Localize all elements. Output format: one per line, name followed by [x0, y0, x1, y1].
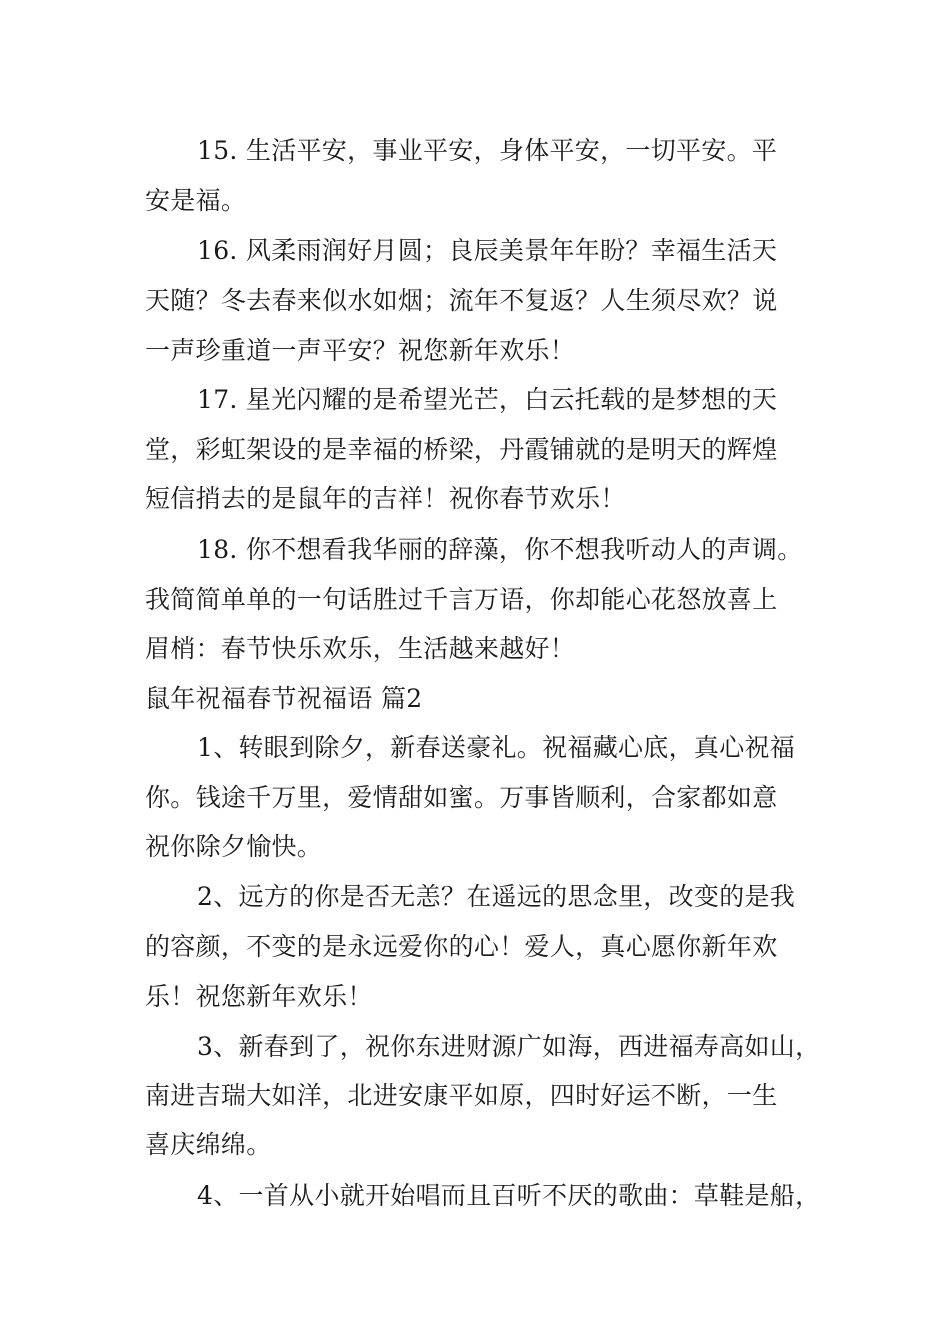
- paragraph-18-line-3: 眉梢：春节快乐欢乐，生活越来越好！: [145, 634, 576, 663]
- paragraph-16-line-2: 天随？冬去春来似水如烟；流年不复返？人生须尽欢？说: [145, 286, 778, 315]
- paragraph-18-line-1: 18. 你不想看我华丽的辞藻，你不想我听动人的声调。: [197, 535, 803, 564]
- paragraph-16-line-1: 16. 风柔雨润好月圆；良辰美景年年盼？幸福生活天: [197, 236, 778, 265]
- paragraph-17-line-1: 17. 星光闪耀的是希望光芒，白云托载的是梦想的天: [197, 385, 778, 414]
- paragraph-15-line-1: 15. 生活平安，事业平安，身体平安，一切平安。平: [197, 136, 778, 165]
- item-2-line-1: 2、远方的你是否无恙？在遥远的思念里，改变的是我: [197, 882, 796, 911]
- paragraph-17-line-3: 短信捎去的是鼠年的吉祥！祝你春节欢乐！: [145, 484, 626, 513]
- item-2-line-3: 乐！祝您新年欢乐！: [145, 982, 373, 1011]
- item-4-line-1: 4、一首从小就开始唱而且百听不厌的歌曲：草鞋是船，: [197, 1181, 821, 1210]
- item-2-line-2: 的容颜，不变的是永远爱你的心！爱人，真心愿你新年欢: [145, 932, 778, 961]
- paragraph-15-line-2: 安是福。: [145, 186, 247, 215]
- section-heading: 鼠年祝福春节祝福语 篇2: [145, 684, 423, 713]
- paragraph-16-line-3: 一声珍重道一声平安？祝您新年欢乐！: [145, 336, 576, 365]
- item-1-line-1: 1、转眼到除夕，新春送豪礼。祝福藏心底，真心祝福: [197, 733, 796, 762]
- item-3-line-1: 3、新春到了，祝你东进财源广如海，西进福寿高如山，: [197, 1032, 821, 1061]
- paragraph-18-line-2: 我简简单单的一句话胜过千言万语，你却能心花怒放喜上: [145, 585, 778, 614]
- item-1-line-3: 祝你除夕愉快。: [145, 832, 323, 861]
- item-1-line-2: 你。钱途千万里，爱情甜如蜜。万事皆顺利，合家都如意: [145, 783, 778, 812]
- item-3-line-3: 喜庆绵绵。: [145, 1130, 272, 1159]
- item-3-line-2: 南进吉瑞大如洋，北进安康平如原，四时好运不断，一生: [145, 1081, 778, 1110]
- paragraph-17-line-2: 堂，彩虹架设的是幸福的桥梁，丹霞铺就的是明天的辉煌: [145, 435, 778, 464]
